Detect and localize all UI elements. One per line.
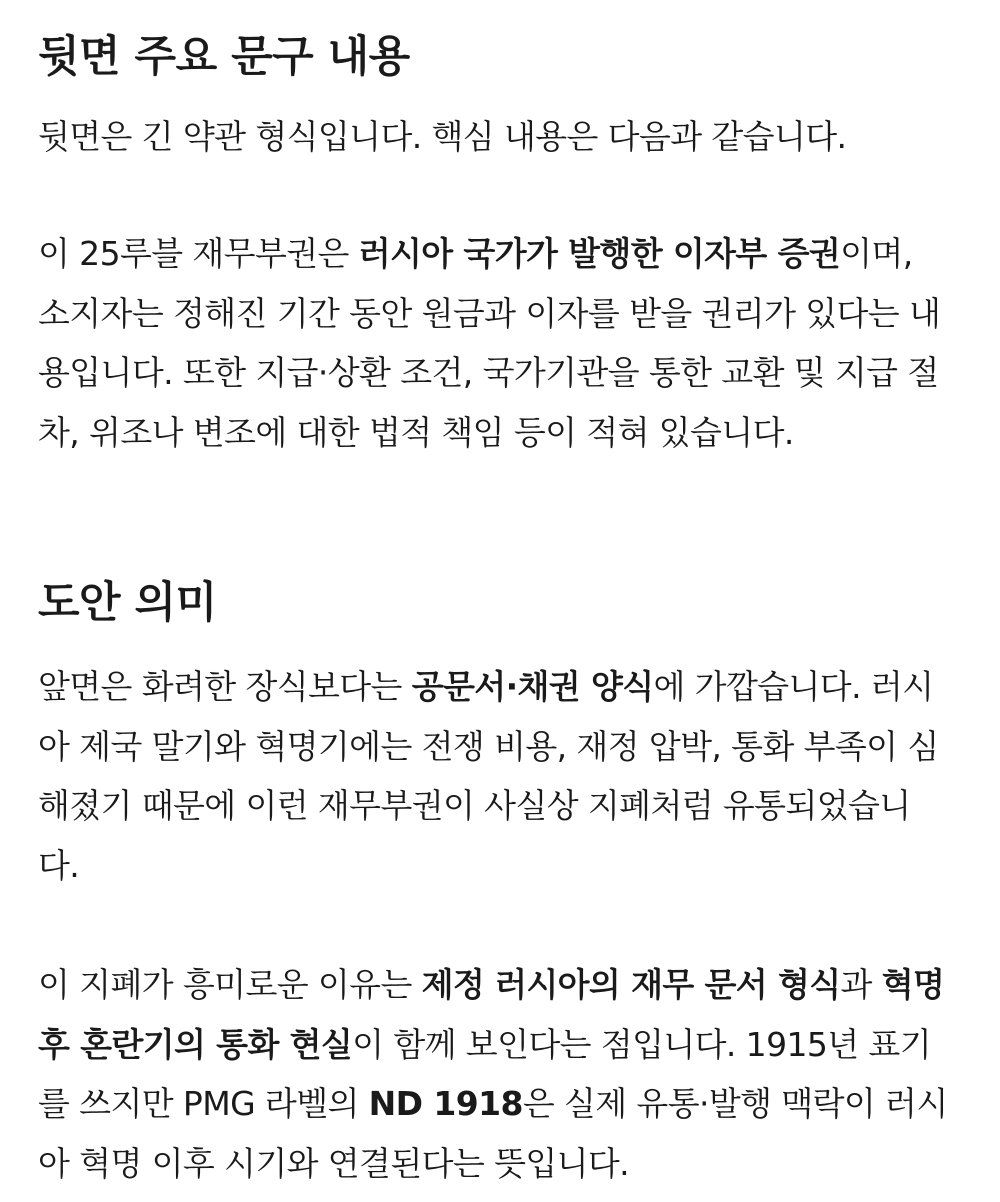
text-run: 이 25루블 재무부권은 (38, 234, 359, 273)
text-run: 이며, 소지자는 정해진 기간 동안 원금과 이자를 받을 권리가 있다는 내용입니다. 또한 지급·상환 조건, 국가기관을 통한 교환 및 지급 절차, 위조나 변조에 대한 법적 책임 등이 적혀 있습니다. (38, 234, 941, 452)
bold-run: 공문서·채권 양식 (411, 667, 654, 706)
bold-run: 혁명 후 혼란기의 통화 현실 (38, 965, 945, 1064)
text-run: 이 지폐가 흥미로운 이유는 (38, 965, 422, 1004)
section-heading-back-text: 뒷면 주요 문구 내용 (38, 32, 410, 82)
design-paragraph (38, 657, 950, 895)
text-run: 이 함께 보인다는 점입니다. 1915년 표기를 쓰지만 PMG 라벨의 (38, 1024, 931, 1123)
bold-run: 제정 러시아의 재무 문서 형식 (421, 965, 841, 1004)
bold-run: ND 1918 (368, 1084, 523, 1123)
text-run: 과 (840, 965, 882, 1004)
back-text-paragraph (38, 224, 950, 462)
text-run: 앞면은 화려한 장식보다는 (38, 667, 412, 706)
interest-paragraph (38, 955, 950, 1193)
text-run: 에 가깝습니다. 러시아 제국 말기와 혁명기에는 전쟁 비용, 재정 압박, 통화 부족이 심해졌기 때문에 이런 재무부권이 사실상 지폐처럼 유통되었습니다. (38, 667, 939, 885)
bold-run: 러시아 국가가 발행한 이자부 증권 (358, 234, 841, 273)
text-run: 은 실제 유통·발행 맥락이 러시아 혁명 이후 시기와 연결된다는 뜻입니다. (38, 1084, 948, 1183)
intro-paragraph: 뒷면은 긴 약관 형식입니다. 핵심 내용은 다음과 같습니다. (38, 117, 847, 156)
section-heading-design-meaning: 도안 의미 (38, 578, 217, 628)
